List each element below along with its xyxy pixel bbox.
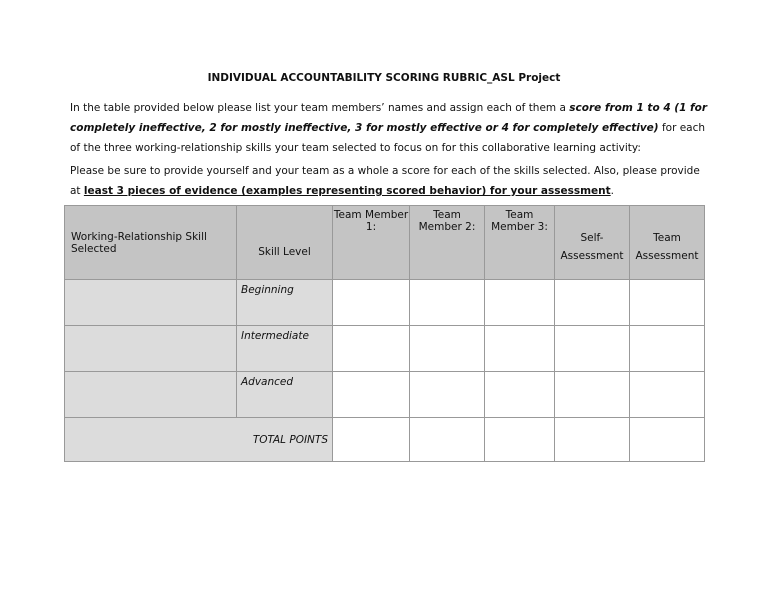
header-skill-level: Skill Level <box>237 206 333 280</box>
level-label: Advanced <box>237 372 333 418</box>
total-cell[interactable] <box>333 418 410 462</box>
instructions-paragraph-1 <box>70 98 710 158</box>
header-member-1: Team Member 1: <box>333 206 410 280</box>
score-cell[interactable] <box>410 326 485 372</box>
score-cell[interactable] <box>410 280 485 326</box>
level-label: Intermediate <box>237 326 333 372</box>
table-row <box>65 372 705 418</box>
score-cell[interactable] <box>333 280 410 326</box>
score-cell[interactable] <box>333 372 410 418</box>
scoring-rubric-table <box>64 205 705 462</box>
evidence-requirement: least 3 pieces of evidence (examples representing scored behavior) for your assessment <box>83 185 611 197</box>
score-cell[interactable] <box>555 280 630 326</box>
header-team-assessment: Team Assessment <box>630 206 705 280</box>
score-cell[interactable] <box>410 372 485 418</box>
score-cell[interactable] <box>333 326 410 372</box>
score-cell[interactable] <box>630 326 705 372</box>
text: for each of the three working-relationship skills your team selected to focus on for this collaborative learning activity: <box>70 122 706 154</box>
header-member-3: Team Member 3: <box>485 206 555 280</box>
score-cell[interactable] <box>485 372 555 418</box>
total-points-label: TOTAL POINTS <box>65 418 333 462</box>
skill-input-cell[interactable] <box>65 326 237 372</box>
score-cell[interactable] <box>555 326 630 372</box>
score-cell[interactable] <box>630 372 705 418</box>
table-row <box>65 280 705 326</box>
score-cell[interactable] <box>555 372 630 418</box>
header-member-2: Team Member 2: <box>410 206 485 280</box>
level-label: Beginning <box>237 280 333 326</box>
header-skill: Working-Relationship Skill Selected <box>65 206 237 280</box>
total-cell[interactable] <box>485 418 555 462</box>
score-cell[interactable] <box>485 326 555 372</box>
skill-input-cell[interactable] <box>65 280 237 326</box>
total-cell[interactable] <box>630 418 705 462</box>
header-self-assessment: Self-Assessment <box>555 206 630 280</box>
text: Please be sure to provide yourself and your team as a whole a score for each of the skills selected. Also, please provide at <box>70 165 700 197</box>
instructions-paragraph-2 <box>70 161 710 201</box>
score-cell[interactable] <box>485 280 555 326</box>
skill-input-cell[interactable] <box>65 372 237 418</box>
text: In the table provided below please list your team members’ names and assign each of them a <box>70 102 570 114</box>
total-cell[interactable] <box>555 418 630 462</box>
document-title: INDIVIDUAL ACCOUNTABILITY SCORING RUBRIC_ASL Project <box>207 72 561 84</box>
text: . <box>610 185 615 197</box>
score-scale-text: score from 1 to 4 (1 for completely ineffective, 2 for mostly ineffective, 3 for mostly effective or 4 for completely effective) <box>70 102 707 134</box>
table-row <box>65 326 705 372</box>
total-cell[interactable] <box>410 418 485 462</box>
header-row <box>65 206 705 280</box>
total-row <box>65 418 705 462</box>
score-cell[interactable] <box>630 280 705 326</box>
